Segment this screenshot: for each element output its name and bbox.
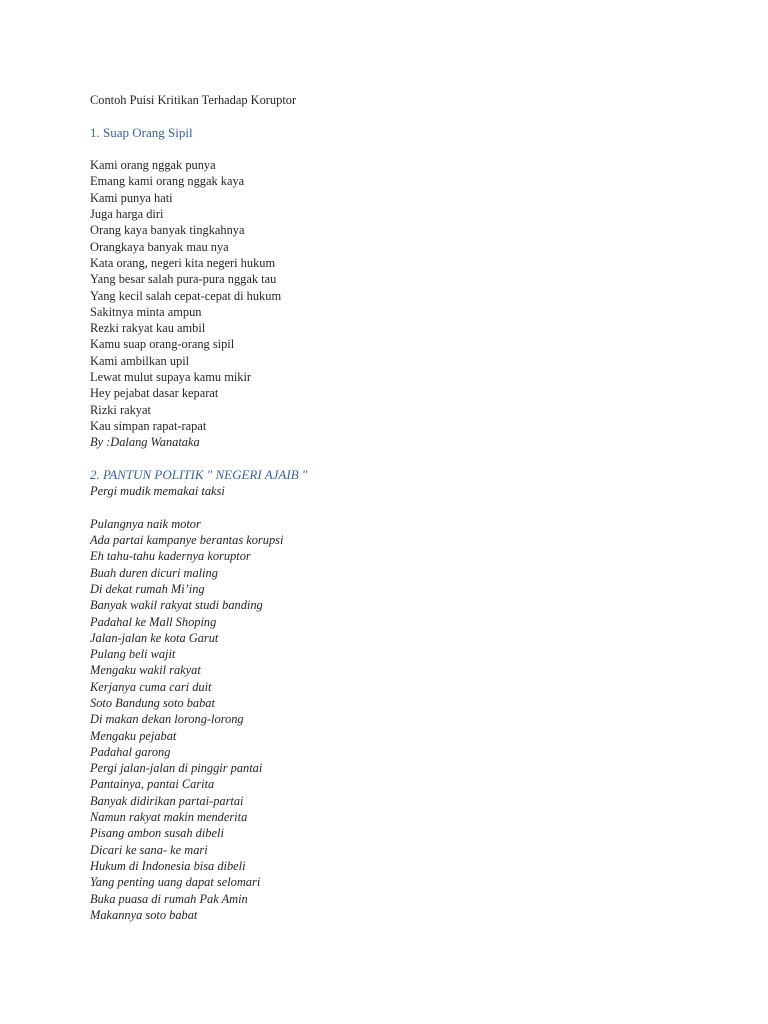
poem-line: Mengaku pejabat <box>90 728 177 743</box>
poem-line: Emang kami orang nggak kaya <box>90 174 245 189</box>
poem-line: Eh tahu-tahu kadernya koruptor <box>90 549 251 564</box>
poem-line: Yang besar salah pura-pura nggak tau <box>90 272 277 287</box>
poem-line: Rezki rakyat kau ambil <box>90 321 206 336</box>
poem2-heading: 2. PANTUN POLITIK " NEGERI AJAIB " <box>90 466 308 482</box>
poem-line: Hey pejabat dasar keparat <box>90 386 219 401</box>
poem-line: Ada partai kampanye berantas korupsi <box>90 533 284 548</box>
poem-line: Hukum di Indonesia bisa dibeli <box>90 858 246 873</box>
poem-line: Rizki rakyat <box>90 402 151 417</box>
poem-line: Kerjanya cuma cari duit <box>90 679 212 694</box>
poem-line: Di makan dekan lorong-lorong <box>90 712 244 727</box>
poem-line: Pisang ambon susah dibeli <box>90 826 224 841</box>
poem-line: Yang kecil salah cepat-cepat di hukum <box>90 288 282 303</box>
poem-line: Padahal ke Mall Shoping <box>90 614 217 629</box>
poem-line: Kami orang nggak punya <box>90 158 216 173</box>
poem-line: Lewat mulut supaya kamu mikir <box>90 370 252 385</box>
poem1-author: By :Dalang Wanataka <box>90 435 200 450</box>
poem-line: Orang kaya banyak tingkahnya <box>90 223 245 238</box>
poem-line: Pulangnya naik motor <box>90 516 201 531</box>
poem-line: Padahal garong <box>90 744 171 759</box>
poem-line: Buka puasa di rumah Pak Amin <box>90 891 248 906</box>
poem-line: Orangkaya banyak mau nya <box>90 239 229 254</box>
spacer <box>90 141 730 157</box>
poem2-body <box>90 516 730 923</box>
poem-line: Sakitnya minta ampun <box>90 304 202 319</box>
spacer <box>90 499 730 515</box>
poem-line: Juga harga diri <box>90 207 164 222</box>
poem-line: Kata orang, negeri kita negeri hukum <box>90 255 276 270</box>
document-page <box>90 92 730 923</box>
poem-line: Kami ambilkan upil <box>90 353 190 368</box>
document-title: Contoh Puisi Kritikan Terhadap Koruptor <box>90 93 297 107</box>
poem-line: Di dekat rumah Mi’ing <box>90 581 205 596</box>
spacer <box>90 451 730 467</box>
poem-line: Kamu suap orang-orang sipil <box>90 337 235 352</box>
poem-line: Pergi jalan-jalan di pinggir pantai <box>90 761 263 776</box>
poem1-body <box>90 157 730 434</box>
poem-line: Kau simpan rapat-rapat <box>90 418 207 433</box>
poem-line: Buah duren dicuri maling <box>90 565 218 580</box>
poem-line: Soto Bandung soto babat <box>90 695 215 710</box>
poem-line: Pulang beli wajit <box>90 647 176 662</box>
spacer <box>90 108 730 124</box>
poem-line: Makannya soto babat <box>90 907 198 922</box>
poem-line: Namun rakyat makin menderita <box>90 810 248 825</box>
poem-line: Yang penting uang dapat selomari <box>90 875 261 890</box>
poem2-first-line: Pergi mudik memakai taksi <box>90 484 225 499</box>
poem-line: Dicari ke sana- ke mari <box>90 842 208 857</box>
poem-line: Banyak wakil rakyat studi banding <box>90 598 263 613</box>
poem-line: Kami punya hati <box>90 190 173 205</box>
poem-line: Banyak didirikan partai-partai <box>90 793 244 808</box>
poem-line: Jalan-jalan ke kota Garut <box>90 630 219 645</box>
poem1-heading: 1. Suap Orang Sipil <box>90 124 193 140</box>
poem-line: Pantainya, pantai Carita <box>90 777 215 792</box>
poem-line: Mengaku wakil rakyat <box>90 663 201 678</box>
